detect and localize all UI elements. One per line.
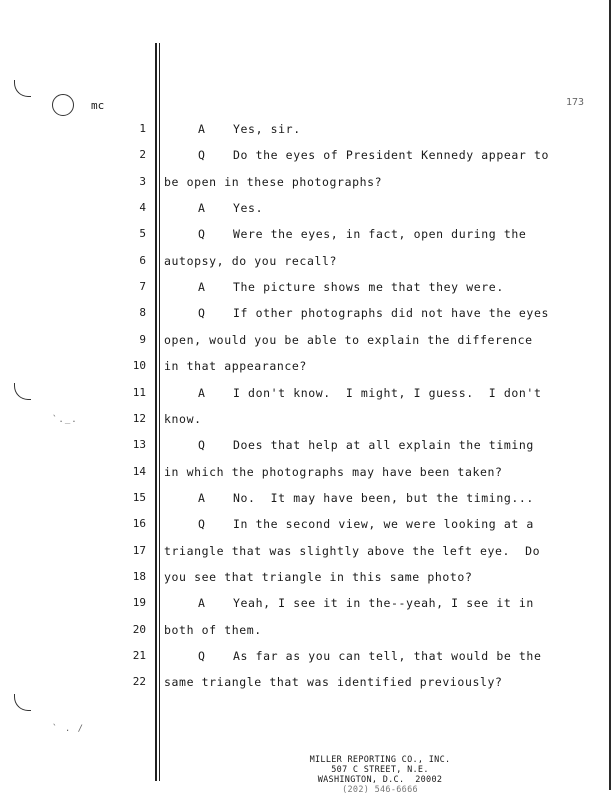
line-text: Do the eyes of President Kennedy appear to	[233, 148, 549, 163]
speaker-label: A	[198, 490, 205, 505]
line-number: 17	[132, 543, 146, 557]
line-number: 10	[132, 359, 146, 373]
line-number: 6	[139, 253, 146, 267]
reporter-initials: mc	[91, 99, 105, 112]
transcript-line	[0, 306, 600, 324]
scan-smudge: `._.	[52, 415, 78, 425]
line-text: Yes, sir.	[233, 122, 301, 136]
transcript-line	[0, 122, 600, 140]
binder-hole-mark	[14, 80, 31, 97]
line-text: Yes.	[233, 201, 264, 216]
line-number: 22	[132, 675, 146, 689]
line-number: 21	[132, 649, 146, 662]
transcript-line	[0, 333, 600, 351]
binder-hole-mark	[14, 694, 31, 711]
transcript-line	[0, 596, 600, 614]
line-number: 2	[139, 148, 146, 162]
transcript-line	[0, 412, 600, 430]
line-text: In the second view, we were looking at a	[233, 517, 534, 532]
transcript-line	[0, 544, 600, 562]
line-number: 8	[139, 306, 146, 320]
transcript-line	[0, 675, 600, 693]
scan-smudge: ` . /	[52, 724, 85, 734]
line-number: 12	[132, 411, 146, 425]
speaker-label: Q	[198, 649, 205, 663]
line-number: 7	[139, 280, 146, 294]
line-text: know.	[164, 411, 202, 426]
speaker-label: Q	[198, 227, 205, 242]
speaker-label: A	[198, 596, 205, 611]
line-text: Does that help at all explain the timing	[233, 438, 534, 453]
line-text: same triangle that was identified previously?	[164, 675, 503, 690]
line-text: you see that triangle in this same photo?	[164, 569, 473, 584]
line-number: 16	[132, 517, 146, 531]
line-text: Were the eyes, in fact, open during the	[233, 227, 527, 242]
speaker-label: Q	[198, 148, 205, 163]
transcript-line	[0, 623, 600, 641]
line-text: No. It may have been, but the timing...	[233, 490, 534, 505]
speaker-label: A	[198, 201, 205, 216]
transcript-line	[0, 570, 600, 588]
footer-street: 507 C STREET, N.E.	[331, 765, 429, 775]
transcript-line	[0, 465, 600, 483]
speaker-label: A	[198, 385, 205, 400]
line-number: 15	[132, 490, 146, 504]
line-text: autopsy, do you recall?	[164, 253, 338, 268]
line-number: 3	[139, 174, 146, 188]
line-number: 1	[139, 122, 146, 135]
line-text: in which the photographs may have been taken?	[164, 464, 503, 479]
transcript-line	[0, 386, 600, 404]
footer-city: WASHINGTON, D.C. 20002	[317, 775, 443, 785]
transcript-line	[0, 201, 600, 219]
line-number: 5	[139, 227, 146, 241]
line-text: both of them.	[164, 622, 262, 637]
speaker-label: Q	[198, 517, 205, 532]
transcript-line	[0, 280, 600, 298]
line-number: 19	[132, 596, 146, 610]
speaker-label: A	[198, 122, 205, 136]
transcript-line	[0, 491, 600, 509]
page-edge	[609, 0, 611, 790]
line-text: As far as you can tell, that would be the	[233, 649, 542, 663]
line-number: 13	[132, 438, 146, 452]
line-text: The picture shows me that they were.	[233, 280, 504, 295]
transcript-line	[0, 227, 600, 245]
line-text: be open in these photographs?	[164, 174, 383, 189]
circle-mark	[52, 94, 74, 116]
line-text: I don't know. I might, I guess. I don't	[233, 385, 542, 400]
line-number: 20	[132, 622, 146, 636]
speaker-label: Q	[198, 306, 205, 321]
line-text: Yeah, I see it in the--yeah, I see it in	[233, 596, 534, 611]
page-number: 173	[566, 97, 585, 108]
line-text: If other photographs did not have the eyes	[233, 306, 549, 321]
transcript-line	[0, 148, 600, 166]
line-number: 9	[139, 332, 146, 346]
footer-company: MILLER REPORTING CO., INC.	[309, 755, 451, 765]
line-text: open, would you be able to explain the difference	[164, 332, 533, 347]
transcript-line	[0, 517, 600, 535]
transcript-line	[0, 254, 600, 272]
line-number: 11	[132, 385, 146, 399]
transcript-line	[0, 359, 600, 377]
line-number: 14	[132, 464, 146, 478]
transcript-line	[0, 175, 600, 193]
reporter-footer	[280, 755, 480, 795]
line-text: triangle that was slightly above the left eye. Do	[164, 543, 541, 558]
transcript-line	[0, 438, 600, 456]
footer-phone: (202) 546-6666	[342, 785, 418, 795]
speaker-label: A	[198, 280, 205, 295]
transcript-line	[0, 649, 600, 667]
speaker-label: Q	[198, 438, 205, 453]
line-number: 4	[139, 201, 146, 215]
line-text: in that appearance?	[164, 359, 307, 374]
line-number: 18	[132, 569, 146, 583]
